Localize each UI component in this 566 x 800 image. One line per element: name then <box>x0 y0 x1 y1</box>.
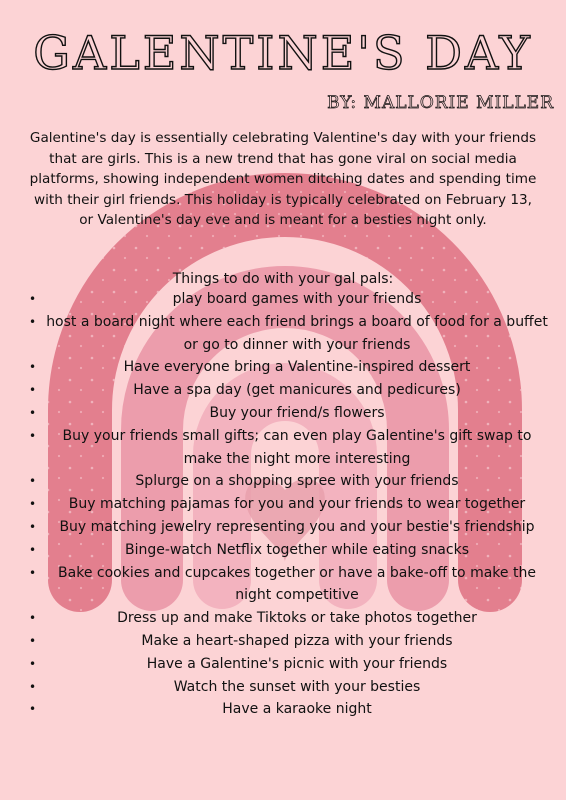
list-item-text: Dress up and make Tiktoks or take photos together <box>117 610 477 627</box>
list-item <box>0 356 566 379</box>
list-item <box>0 493 566 516</box>
intro-paragraph: Galentine's day is essentially celebrating Valentine's day with your friends that are girls. This is a new trend that has gone viral on social media platforms, showing independent women ditching dates and spending time with their girl friends. This holiday is typically celebrated on February 13, or Valentine's day eve and is meant for a besties night only. <box>29 130 537 229</box>
list-item-text: Splurge on a shopping spree with your friends <box>135 473 459 490</box>
list-item-text: Have a karaoke night <box>222 701 372 718</box>
list-item-text: Buy your friend/s flowers <box>209 404 385 421</box>
list-item-text: host a board night where each friend brings a board of food for a buffet or go to dinner with your friends <box>46 313 548 353</box>
bullet-icon: • <box>29 383 37 398</box>
list-item-text: Have a spa day (get manicures and pedicures) <box>133 382 461 399</box>
list-item <box>0 607 566 630</box>
bullet-icon: • <box>29 405 37 420</box>
bullet-icon: • <box>29 314 37 329</box>
list-item-text: Have everyone bring a Valentine-inspired dessert <box>123 359 471 376</box>
list-item <box>0 653 566 676</box>
page-title: GALENTINE'S DAY <box>33 26 533 80</box>
bullet-icon: • <box>29 565 37 580</box>
list-item <box>0 630 566 653</box>
list-item <box>0 470 566 493</box>
bullet-icon: • <box>29 292 37 306</box>
bullet-icon: • <box>29 542 37 557</box>
list-item <box>0 425 566 471</box>
bullet-icon: • <box>29 519 37 534</box>
bullet-icon: • <box>29 633 37 648</box>
bullet-icon: • <box>29 497 37 512</box>
list-item-text: play board games with your friends <box>172 291 422 307</box>
author-byline: BY: MALLORIE MILLER <box>327 93 554 113</box>
list-item-text: Watch the sunset with your besties <box>173 678 421 695</box>
bullet-icon: • <box>29 611 37 626</box>
list-item <box>0 379 566 402</box>
list-item <box>0 562 566 608</box>
list-item <box>0 676 566 699</box>
list-item <box>0 539 566 562</box>
list-item <box>0 516 566 539</box>
list-heading: Things to do with your gal pals: <box>172 271 394 287</box>
list-item-text: Have a Galentine's picnic with your friends <box>146 655 448 672</box>
list-item <box>0 698 566 721</box>
bullet-icon: • <box>29 656 37 671</box>
bullet-icon: • <box>29 428 37 443</box>
bullet-icon: • <box>29 360 37 375</box>
bullet-icon: • <box>29 679 37 694</box>
list-item-text: Bake cookies and cupcakes together or have a bake-off to make the night competitive <box>58 564 536 604</box>
bullet-icon: • <box>29 702 37 717</box>
list-item-text: Buy your friends small gifts; can even play Galentine's gift swap to make the night more interesting <box>62 427 532 467</box>
list-item <box>0 402 566 425</box>
list-item <box>0 288 566 311</box>
list-item-text: Buy matching pajamas for you and your friends to wear together <box>68 496 526 513</box>
bullet-icon: • <box>29 474 37 489</box>
list-item-text: Binge-watch Netflix together while eating snacks <box>124 541 469 558</box>
activity-list <box>0 288 566 721</box>
list-item-text: Make a heart-shaped pizza with your friends <box>141 632 453 649</box>
list-item-text: Buy matching jewelry representing you and your bestie's friendship <box>59 518 535 535</box>
list-item <box>0 311 566 357</box>
